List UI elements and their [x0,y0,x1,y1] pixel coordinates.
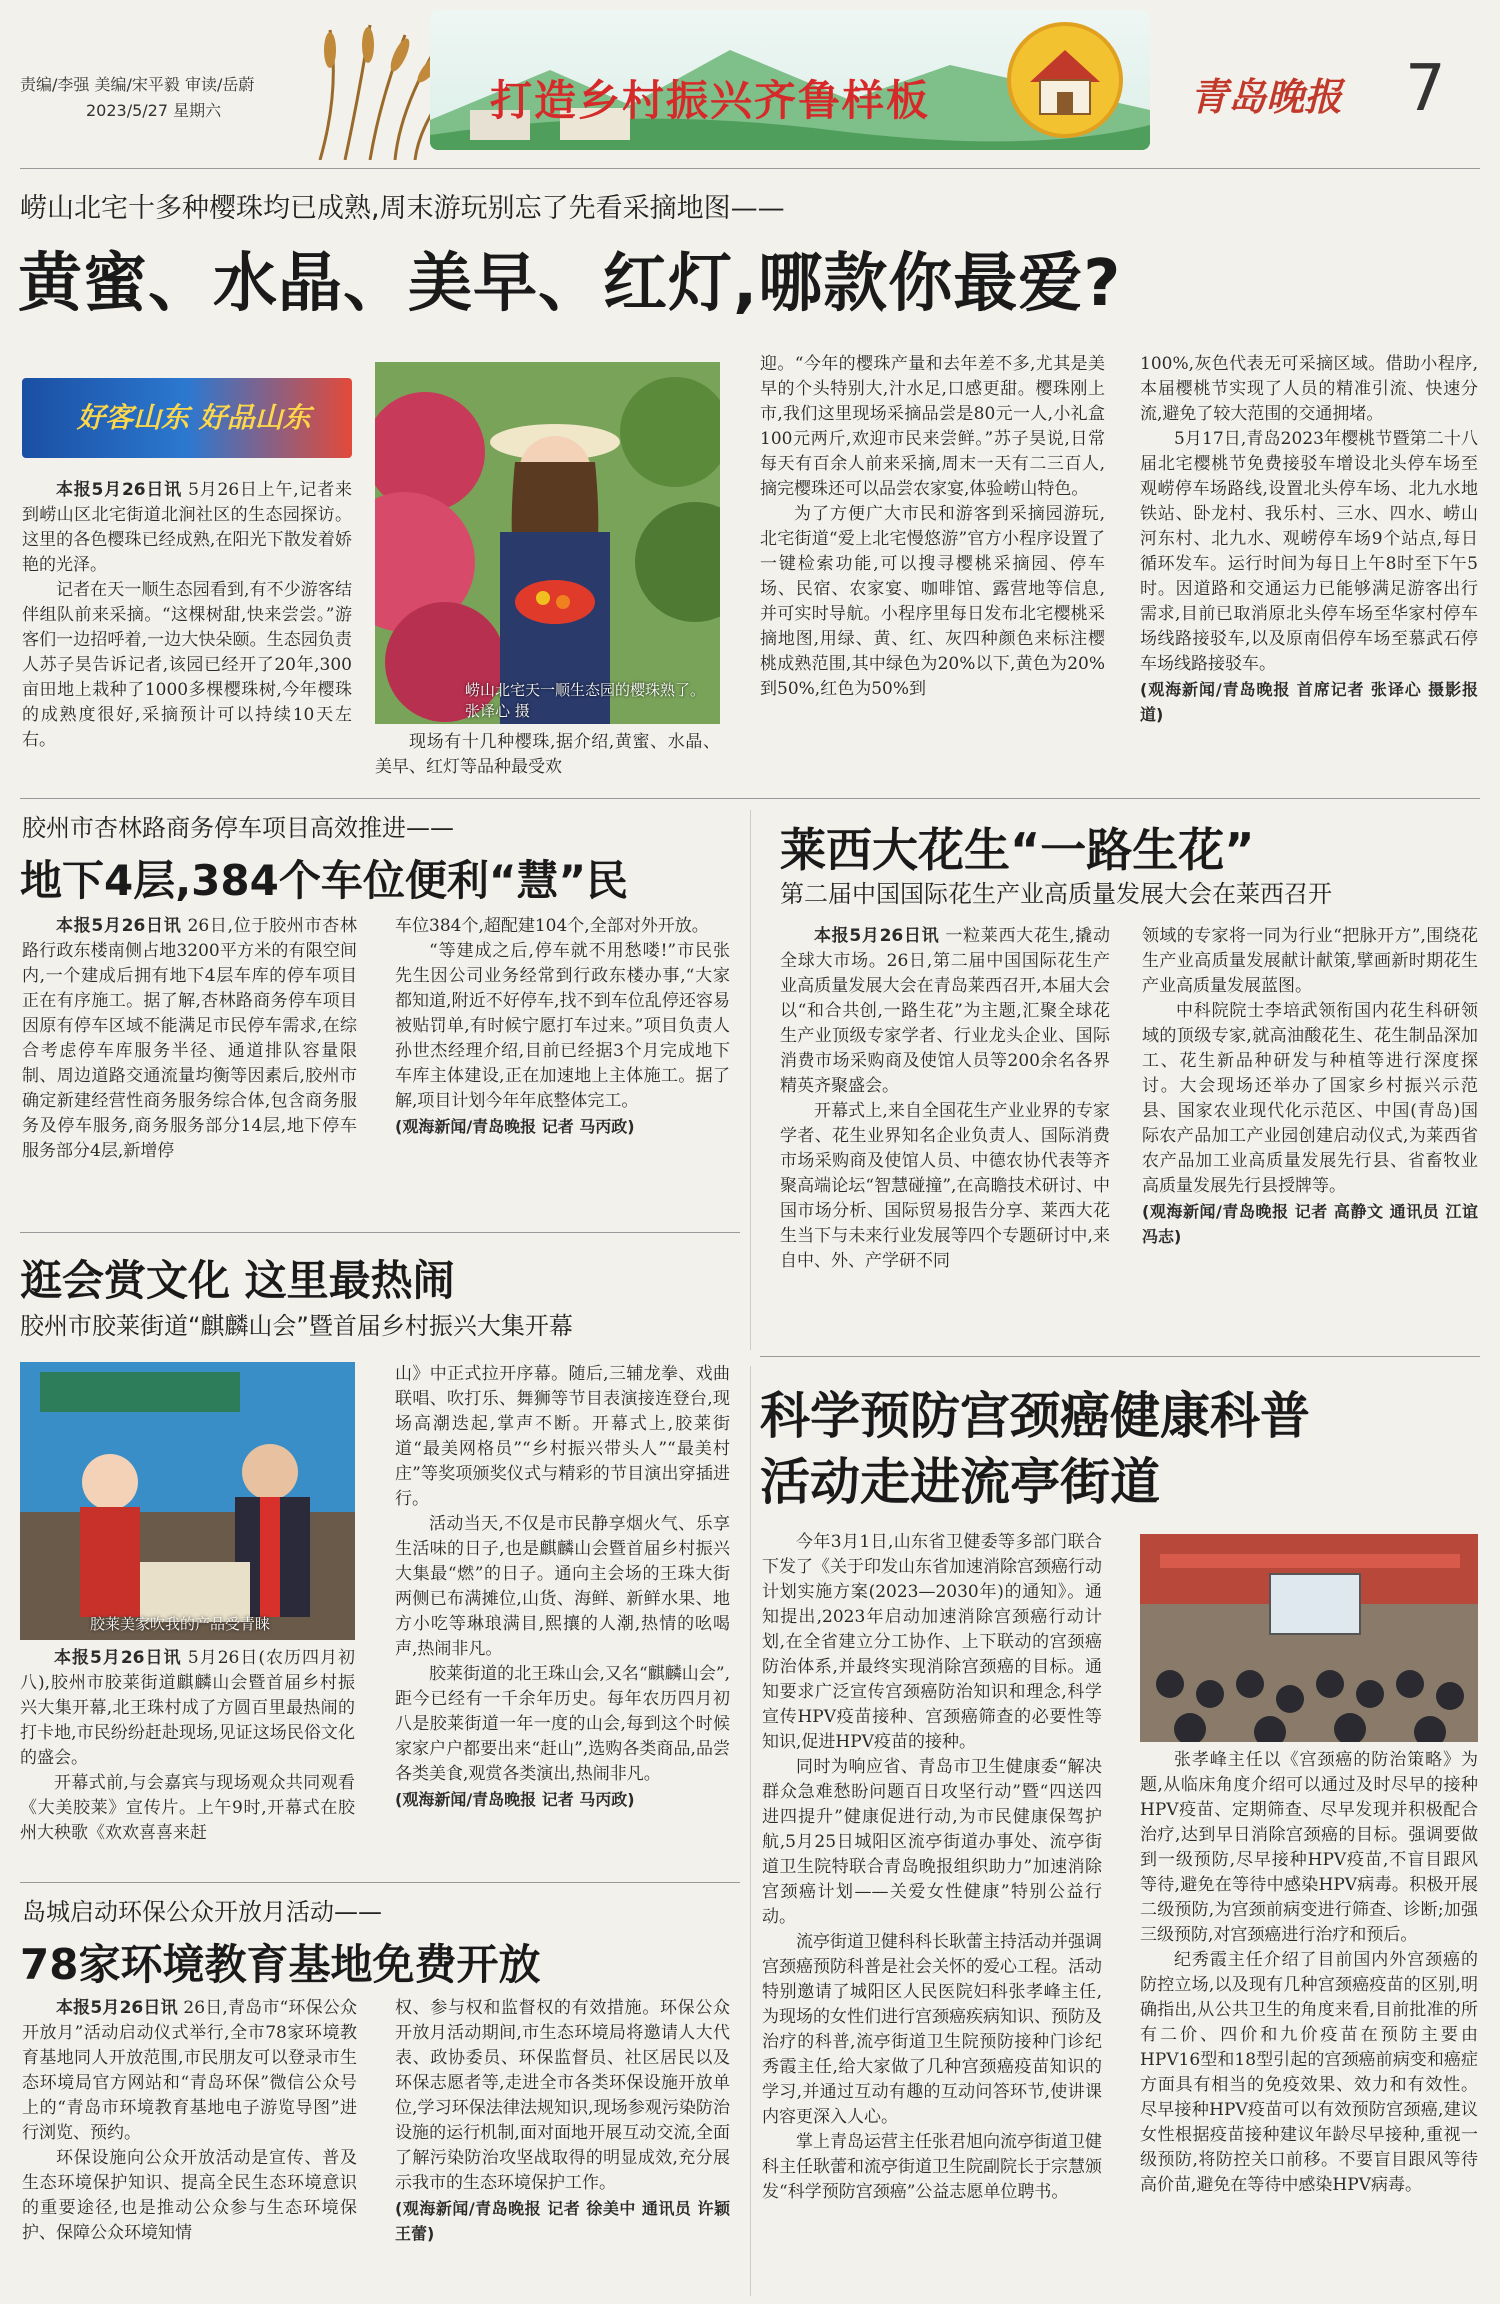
hpv-headline-line2: 活动走进流亭街道 [760,1453,1160,1511]
newspaper-name: 青岛晚报 [1190,74,1343,119]
hpv-headline-line1: 科学预防宫颈癌健康科普 [760,1387,1310,1445]
hpv-photo-caption: 张孝峰主任以《宫颈癌的防治策略》为题,从临床角度介绍可以通过及时尽早的接种HPV疫苗、定期筛查、尽早发现并积极配合治疗,达到早日消除宫颈癌的目标。强调要做到一级预防,尽早接种HPV疫苗,不盲目跟风等待,避免在等待中感染HPV病毒。积极开展二级预防,为宫颈前病变进行筛查、诊断;加强三级预防,对宫颈癌进行治疗和预后。 [1140,1750,1478,1945]
lead-col2-text: 现场有十几种樱珠,据介绍,黄蜜、水晶、美早、红灯等品种最受欢 [375,732,720,777]
issue-date: 2023/5/27 星期六 [86,101,222,120]
hpv-col1-p3: 流亭街道卫健科科长耿蕾主持活动并强调宫颈癌预防科普是社会关怀的爱心工程。活动特别邀请了城阳区人民医院妇科张孝峰主任,为现场的女性们进行宫颈癌疾病知识、预防及治疗的科普,流亭街道卫生院预防接种门诊纪秀霞主任,给大家做了几种宫颈癌疫苗知识的学习,并通过互动有趣的互动问答环节,使讲课内容更深入人心。 [762,1932,1102,2127]
env-dateline: 本报5月26日讯 [56,1998,178,2018]
banner [430,10,1150,150]
peanut-dateline: 本报5月26日讯 [814,926,940,946]
hpv-col1-p4: 掌上青岛运营主任张君旭向流亭街道卫健科主任耿蕾和流亭街道卫生院副院长于宗慧颁发“科学预防宫颈癌”公益志愿单位聘书。 [762,2132,1102,2202]
lead-col4-text: 100%,灰色代表无可采摘区域。借助小程序,本届樱桃节实现了人员的精准引流、快速分流,避免了较大范围的交通拥堵。 [1140,354,1478,424]
env-col1 [22,1996,357,2296]
lead-byline: (观海新闻/青岛晚报 首席记者 张译心 摄影报道) [1140,680,1478,724]
peanut-col2-text: 领域的专家将一同为行业“把脉开方”,围绕花生产业高质量发展献计献策,擘画新时期花生产业高质量发展蓝图。 [1142,926,1478,996]
fair-col2-text: 山》中正式拉开序幕。随后,三辅龙拳、戏曲联唱、吹打乐、舞狮等节目表演接连登台,现场高潮迭起,掌声不断。开幕式上,胶莱街道“最美网格员”“乡村振兴带头人”“最美村庄”等奖项颁奖仪式与精彩的节目演出穿插进行。 [395,1364,730,1509]
hpv-col2 [1140,1748,1478,2298]
fair-subhead: 胶州市胶莱街道“麒麟山会”暨首届乡村振兴大集开幕 [20,1312,573,1340]
fair-col1-p2: 开幕式前,与会嘉宾与现场观众共同观看《大美胶莱》宣传片。上午9时,开幕式在胶州大秧歌《欢欢喜喜来赶 [20,1773,355,1843]
peanut-byline: (观海新闻/青岛晚报 记者 高静文 通讯员 江谊 冯志) [1142,1202,1478,1246]
fair-photo [20,1362,355,1640]
haoke-shandong-logo [22,378,352,458]
cherry-photo [375,362,720,724]
hpv-col1-p2: 同时为响应省、青岛市卫生健康委“解决群众急难愁盼问题百日攻坚行动”暨“四送四进四提升”健康促进行动,为市民健康保驾护航,5月25日城阳区流亭街道办事处、流亭街道卫生院特联合青岛晚报组织助力”加速消除宫颈癌计划——关爱女性健康”特别公益行动。 [762,1757,1102,1927]
lead-kicker: 崂山北宅十多种樱珠均已成熟,周末游玩别忘了先看采摘地图—— [20,193,785,224]
env-col1-p2: 环保设施向公众开放活动是宣传、普及生态环境保护知识、提高全民生态环境意识的重要途径,也是推动公众参与生态环境保护、保障公众环境知情 [22,2148,357,2243]
hpv-col1-text: 今年3月1日,山东省卫健委等多部门联合下发了《关于印发山东省加速消除宫颈癌行动计划实施方案(2023—2030年)的通知》。通知提出,2023年启动加速消除宫颈癌行动计划,在全省建立分工协作、上下联动的宫颈癌防治体系,并最终实现消除宫颈癌的目标。通知要求广泛宣传宫颈癌防治知识和理念,科学宣传HPV疫苗接种、宫颈癌筛查的必要性等知识,促进HPV疫苗的接种。 [762,1532,1102,1752]
lead-col4 [1140,352,1478,784]
house-icon [1005,20,1125,140]
fair-col1-text: 5月26日(农历四月初八),胶州市胶莱街道麒麟山会暨首届乡村振兴大集开幕,北王珠村成了方圆百里最热闹的打卡地,市民纷纷赶赴现场,见证这场民俗文化的盛会。 [20,1648,355,1768]
peanut-col1 [780,924,1110,1344]
fair-byline: (观海新闻/青岛晚报 记者 马丙政) [395,1790,635,1809]
env-byline: (观海新闻/青岛晚报 记者 徐美中 通讯员 许颖 王蕾) [395,2199,730,2243]
cherry-photo-caption: 崂山北宅天一顺生态园的樱珠熟了。张译心 摄 [465,681,706,720]
lead-col3-text: 迎。“今年的樱珠产量和去年差不多,尤其是美早的个头特别大,汁水足,口感更甜。樱珠刚上市,我们这里现场采摘品尝是80元一人,小礼盒100元两斤,欢迎市民来尝鲜。”苏子昊说,日常每天有百余人前来采摘,周末一天有二三百人,摘完樱珠还可以品尝农家宴,体验崂山特色。 [760,354,1105,499]
env-col2 [395,1996,730,2296]
page-number: 7 [1405,52,1446,126]
lead-col1 [22,478,352,784]
lead-col1-p2: 记者在天一顺生态园看到,有不少游客结伴组队前来采摘。“这棵树甜,快来尝尝。”游客们一边招呼着,一边大快朵颐。生态园负责人苏子昊告诉记者,该园已经开了20年,300亩田地上栽种了1000多棵樱珠树,今年樱珠的成熟度很好,采摘预计可以持续10天左右。 [22,580,352,750]
editor-credits: 责编/李强 美编/宋平毅 审读/岳蔚 [20,75,255,94]
env-col2-text: 权、参与权和监督权的有效措施。环保公众开放月活动期间,市生态环境局将邀请人大代表、政协委员、环保监督员、社区居民以及环保志愿者等,走进全市各类环保设施开放单位,学习环保法律法规知识,现场参观污染防治设施的运行机制,面对面地开展互动交流,全面了解污染防治攻坚战取得的明显成效,充分展示我市的生态环境保护工作。 [395,1998,730,2193]
lead-col2 [375,730,720,784]
fair-col1 [20,1646,355,1866]
parking-dateline: 本报5月26日讯 [56,916,182,936]
fair-dateline: 本报5月26日讯 [54,1648,182,1668]
parking-kicker: 胶州市杏林路商务停车项目高效推进—— [22,814,454,842]
parking-col1 [22,914,357,1219]
lead-dateline: 本报5月26日讯 [56,480,182,500]
fair-col2 [395,1362,730,1866]
logo-text: 好客山东 好品山东 [77,401,311,434]
peanut-headline: 莱西大花生“一路生花” [780,823,1255,877]
parking-col1-text: 26日,位于胶州市杏林路行政东楼南侧占地3200平方米的有限空间内,一个建成后拥有地下4层车库的停车项目正在有序施工。据了解,杏林路商务停车项目因原有停车区域不能满足市民停车需求,在综合考虑停车库服务半径、通道排队容量限制、周边道路交通流量均衡等因素后,胶州市确定新建经营性商务服务综合体,包含商务服务及停车服务,商务服务部分14层,地下停车服务部分4层,新增停 [22,916,357,1161]
lead-col3-p2: 为了方便广大市民和游客到采摘园游玩,北宅街道“爱上北宅慢悠游”官方小程序设置了一键检索功能,可以搜寻樱桃采摘园、停车场、民宿、农家宴、咖啡馆、露营地等信息,并可实时导航。小程序里每日发布北宅樱桃采摘地图,用绿、黄、红、灰四种颜色来标注樱桃成熟范围,其中绿色为20%以下,黄色为20%到50%,红色为50%到 [760,504,1105,699]
env-col1-text: 26日,青岛市“环保公众开放月”活动启动仪式举行,全市78家环境教育基地同人开放范围,市民朋友可以登录市生态环境局官方网站和“青岛环保”微信公众号上的“青岛市环境教育基地电子游览导图”进行浏览、预约。 [22,1998,357,2143]
parking-headline: 地下4层,384个车位便利“慧”民 [20,856,629,905]
hpv-col1 [762,1530,1102,2298]
parking-col2-text: 车位384个,超配建104个,全部对外开放。 [395,916,709,936]
parking-byline: (观海新闻/青岛晚报 记者 马丙政) [395,1117,635,1136]
lead-col3 [760,352,1105,784]
lead-col4-p2: 5月17日,青岛2023年樱桃节暨第二十八届北宅樱桃节免费接驳车增设北头停车场至观崂停车场路线,设置北头停车场、北九水地铁站、卧龙村、我乐村、三水、四水、崂山河东村、北九水、观崂停车场9个站点,每日循环发车。运行时间为每日上午8时至下午5时。因道路和交通运力已能够满足游客出行需求,目前已取消原北头停车场至华家村停车场线路接驳车,以及原南侣停车场至慕武石停车场线路接驳车。 [1140,429,1478,674]
parking-col2 [395,914,730,1219]
lead-headline: 黄蜜、水晶、美早、红灯,哪款你最爱? [18,247,1122,321]
fair-headline: 逛会赏文化 这里最热闹 [20,1256,455,1305]
fair-col2-p3: 胶莱街道的北王珠山会,又名“麒麟山会”,距今已经有一千余年历史。每年农历四月初八是胶莱街道一年一度的山会,每到这个时候家家户户都要出来“赶山”,选购各类商品,品尝各类美食,观赏各类演出,热闹非凡。 [395,1664,730,1784]
env-kicker: 岛城启动环保公众开放月活动—— [22,1898,382,1926]
banner-title: 打造乡村振兴齐鲁样板 [490,76,931,125]
peanut-subhead: 第二届中国国际花生产业高质量发展大会在莱西召开 [780,880,1332,908]
fair-photo-caption: 胶莱美家吹我的产品受青睐 [90,1615,271,1633]
parking-col2-p2: “等建成之后,停车就不用愁喽!”市民张先生因公司业务经常到行政东楼办事,“大家都知道,附近不好停车,找不到车位乱停还容易被贴罚单,有时候宁愿打车过来。”项目负责人孙世杰经理介绍,目前已经据3个月完成地下车库主体建设,正在加速地上主体施工。据了解,项目计划今年年底整体完工。 [395,941,730,1111]
hpv-col2-p2: 纪秀霞主任介绍了目前国内外宫颈癌的防控立场,以及现有几种宫颈癌疫苗的区别,明确指出,从公共卫生的角度来看,目前批准的所有二价、四价和九价疫苗在预防主要由HPV16型和18型引起的宫颈癌前病变和癌症方面具有相当的免疫效果、效力和有效性。尽早接种HPV疫苗可以有效预防宫颈癌,建议女性根据疫苗接种建议年龄尽早接种,重视一级预防,将防控关口前移。不要盲目跟风等待高价苗,避免在等待中感染HPV病毒。 [1140,1950,1478,2195]
env-headline: 78家环境教育基地免费开放 [20,1940,541,1989]
peanut-col1-text: 一粒莱西大花生,撬动全球大市场。26日,第二届中国国际花生产业高质量发展大会在青岛莱西召开,本届大会以“和合共创,一路生花”为主题,汇聚全球花生产业顶级专家学者、行业龙头企业、国际消费市场采购商及使馆人员等200余名各界精英齐聚盛会。 [780,926,1110,1096]
peanut-col2 [1142,924,1478,1344]
lead-col1-text: 5月26日上午,记者来到崂山区北宅街道北涧社区的生态园探访。这里的各色樱珠已经成熟,在阳光下散发着娇艳的光泽。 [22,480,352,575]
peanut-col1-p2: 开幕式上,来自全国花生产业业界的专家学者、花生业界知名企业负责人、国际消费市场采购商及使馆人员、中德农协代表等齐聚高端论坛“智慧碰撞”,在高瞻技术研讨、中国市场分析、国际贸易报告分享、莱西大花生当下与未来行业发展等四个专题研讨中,来自中、外、产学研不同 [780,1101,1110,1271]
hpv-lecture-photo [1140,1534,1478,1742]
masthead [0,0,1500,160]
fair-col2-p2: 活动当天,不仅是市民静享烟火气、乐享生活味的日子,也是麒麟山会暨首届乡村振兴大集最“燃”的日子。通向主会场的王珠大街两侧已布满摊位,山货、海鲜、新鲜水果、地方小吃等琳琅满目,熙攘的人潮,热情的吆喝声,热闹非凡。 [395,1514,730,1659]
peanut-col2-p2: 中科院院士李培武领衔国内花生科研领域的顶级专家,就高油酸花生、花生制品深加工、花生新品种研发与种植等进行深度探讨。大会现场还举办了国家乡村振兴示范县、国家农业现代化示范区、中国(青岛)国际农产品加工产业园创建启动仪式,为莱西省农产品加工业高质量发展先行县、省畜牧业高质量发展先行县授牌等。 [1142,1001,1478,1196]
